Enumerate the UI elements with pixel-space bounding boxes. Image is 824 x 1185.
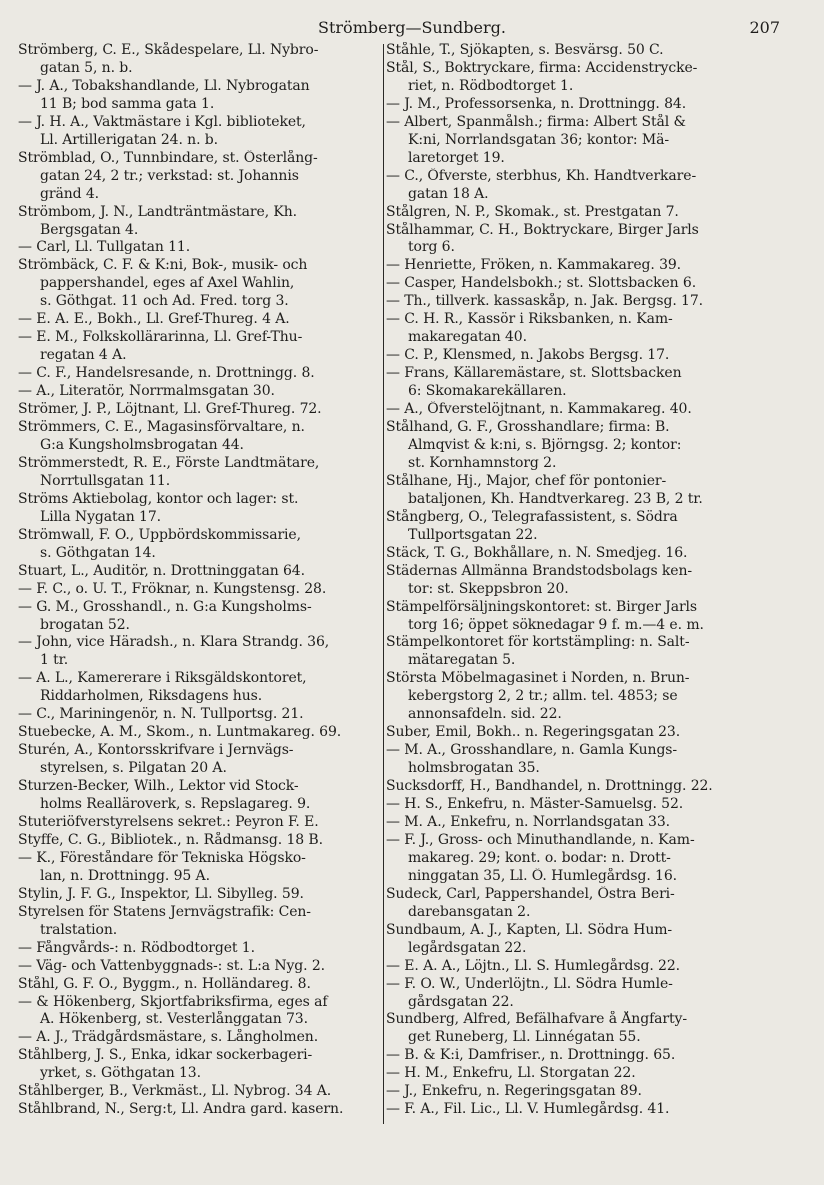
directory-entry-line: s. Göthgat. 11 och Ad. Fred. torg 3. <box>40 293 289 310</box>
directory-entry-line: 1 tr. <box>40 652 69 669</box>
directory-entry-line: Stål, S., Boktryckare, firma: Accidenstrycke- <box>386 59 698 76</box>
directory-entry-line: Strömbom, J. N., Landträntmästare, Kh. <box>18 203 298 220</box>
directory-entry-line: — A., Literatör, Norrmalmsgatan 30. <box>18 383 275 400</box>
page-number: 207 <box>749 18 780 37</box>
directory-entry-line: — & Hökenberg, Skjortfabriksfirma, eges af <box>18 993 328 1010</box>
directory-entry-line: holmsbrogatan 35. <box>408 760 540 777</box>
directory-entry-line: regatan 4 A. <box>40 347 127 364</box>
directory-entry-line: Styffe, C. G., Bibliotek., n. Rådmansg. 18 B. <box>18 831 323 848</box>
directory-entry-line: gatan 18 A. <box>408 185 489 202</box>
directory-entry-line: — B. & K:i, Damfriser., n. Drottningg. 65. <box>386 1047 676 1064</box>
directory-entry-line: — H. M., Enkefru, Ll. Storgatan 22. <box>386 1065 636 1082</box>
directory-entry-line: — Frans, Källaremästare, st. Slottsbacken <box>386 365 682 382</box>
directory-entry-line: makareg. 29; kont. o. bodar: n. Drott- <box>408 849 671 866</box>
directory-entry-line: Städernas Allmänna Brandstodsbolags ken- <box>386 562 693 579</box>
directory-entry-line: — Väg- och Vattenbyggnads-: st. L:a Nyg. 2. <box>18 957 326 974</box>
directory-entry-line: annonsafdeln. sid. 22. <box>408 706 562 723</box>
directory-entry-line: — G. M., Grosshandl., n. G:a Kungsholms- <box>18 598 312 615</box>
directory-entry-line: — A., Öfverstelöjtnant, n. Kammakareg. 40. <box>386 401 692 418</box>
directory-entry-line: 6: Skomakarekällaren. <box>408 383 567 400</box>
directory-entry-line: gatan 24, 2 tr.; verkstad: st. Johannis <box>40 167 299 184</box>
directory-entry-line: — A. J., Trädgårdsmästare, s. Långholmen. <box>18 1029 319 1046</box>
directory-entry-line: Stuteriöfverstyrelsens sekret.: Peyron F. E. <box>18 813 319 830</box>
directory-entry-line: mätaregatan 5. <box>408 652 516 669</box>
directory-entry-line: Stämpelförsäljningskontoret: st. Birger Jarls <box>386 598 697 615</box>
directory-entry-line: Största Möbelmagasinet i Norden, n. Brun- <box>386 670 690 687</box>
directory-entry-line: — E. M., Folkskollärarinna, Ll. Gref-Thu- <box>18 329 303 346</box>
directory-entry-line: — John, vice Häradsh., n. Klara Strandg. 36, <box>18 634 330 651</box>
left-column <box>18 42 386 1119</box>
directory-entry-line: Strömer, J. P., Löjtnant, Ll. Gref-Thureg. 72. <box>18 401 322 418</box>
directory-entry-line: Stålgren, N. P., Skomak., st. Prestgatan 7. <box>386 203 679 220</box>
directory-entry-line: — H. S., Enkefru, n. Mäster-Samuelsg. 52. <box>386 796 684 813</box>
directory-entry-line: Sundberg, Alfred, Befälhafvare å Ångfarty- <box>386 1011 687 1028</box>
directory-entry-line: pappershandel, eges af Axel Wahlin, <box>40 275 295 292</box>
directory-entry-line: — A. L., Kamererare i Riksgäldskontoret, <box>18 670 307 687</box>
directory-entry-line: torg 6. <box>408 239 455 256</box>
right-column <box>386 42 772 1119</box>
directory-entry-line: kebergstorg 2, 2 tr.; allm. tel. 4853; se <box>408 688 678 705</box>
directory-entry-line: get Runeberg, Ll. Linnégatan 55. <box>408 1029 641 1046</box>
directory-entry-line: Ströms Aktiebolag, kontor och lager: st. <box>18 490 299 507</box>
directory-entry-line: A. Hökenberg, st. Vesterlånggatan 73. <box>40 1011 308 1028</box>
directory-entry-line: Styrelsen för Statens Jernvägstrafik: Cen- <box>18 903 311 920</box>
directory-entry-line: 11 B; bod samma gata 1. <box>40 95 215 112</box>
directory-entry-line: — E. A. A., Löjtn., Ll. S. Humlegårdsg. 22. <box>386 957 681 974</box>
directory-entry-line: Strömwall, F. O., Uppbördskommissarie, <box>18 526 301 543</box>
directory-entry-line: Riddarholmen, Riksdagens hus. <box>40 688 263 705</box>
directory-entry-line: tralstation. <box>40 921 118 938</box>
directory-entry-line: Stäck, T. G., Bokhållare, n. N. Smedjeg. 16. <box>386 544 688 561</box>
directory-entry-line: Strömblad, O., Tunnbindare, st. Österlång- <box>18 149 318 166</box>
directory-entry-line: brogatan 52. <box>40 616 130 633</box>
directory-entry-line: st. Kornhamnstorg 2. <box>408 454 557 471</box>
directory-entry-line: — F. A., Fil. Lic., Ll. V. Humlegårdsg. 41. <box>386 1101 670 1118</box>
directory-entry-line: Sucksdorff, H., Bandhandel, n. Drottningg. 22. <box>386 778 713 795</box>
directory-entry-line: Ståhlberger, B., Verkmäst., Ll. Nybrog. 34 A. <box>18 1083 332 1100</box>
directory-entry-line: Ståhle, T., Sjökapten, s. Besvärsg. 50 C. <box>386 42 664 58</box>
directory-entry-line: Sudeck, Carl, Pappershandel, Östra Beri- <box>386 885 675 902</box>
directory-entry-line: laretorget 19. <box>408 149 505 166</box>
directory-entry-line: Almqvist & k:ni, s. Björngsg. 2; kontor: <box>408 436 682 453</box>
directory-entry-line: — Henriette, Fröken, n. Kammakareg. 39. <box>386 257 682 274</box>
directory-entry-line: — C., Öfverste, sterbhus, Kh. Handtverkare- <box>386 167 697 184</box>
directory-entry-line: K:ni, Norrlandsgatan 36; kontor: Mä- <box>408 131 670 148</box>
directory-entry-line: tor: st. Skeppsbron 20. <box>408 580 569 597</box>
directory-entry-line: Stångberg, O., Telegrafassistent, s. Södra <box>386 508 678 525</box>
directory-entry-line: Ll. Artillerigatan 24. n. b. <box>40 131 218 148</box>
directory-entry-line: holms Realläroverk, s. Repslagareg. 9. <box>40 796 311 813</box>
directory-entry-line: Strömmers, C. E., Magasinsförvaltare, n. <box>18 419 305 436</box>
directory-entry-line: Stålhammar, C. H., Boktryckare, Birger Jarls <box>386 221 699 238</box>
directory-entry-line: Strömmerstedt, R. E., Förste Landtmätare, <box>18 454 320 471</box>
directory-entry-line: — C., Mariningenör, n. N. Tullportsg. 21. <box>18 706 304 723</box>
directory-entry-line: riet, n. Rödbodtorget 1. <box>408 77 574 94</box>
directory-entry-line: Sundbaum, A. J., Kapten, Ll. Södra Hum- <box>386 921 673 938</box>
directory-entry-line: gatan 5, n. b. <box>40 59 133 76</box>
directory-entry-line: — J., Enkefru, n. Regeringsgatan 89. <box>386 1083 642 1100</box>
directory-entry-line: — Carl, Ll. Tullgatan 11. <box>18 239 191 256</box>
directory-entry-line: — Fångvårds-: n. Rödbodtorget 1. <box>18 939 255 956</box>
directory-entry-line: Sturén, A., Kontorsskrifvare i Jernvägs- <box>18 742 294 759</box>
directory-entry-line: makaregatan 40. <box>408 329 527 346</box>
directory-entry-line: bataljonen, Kh. Handtverkareg. 23 B, 2 tr. <box>408 490 703 507</box>
directory-entry-line: — M. A., Enkefru, n. Norrlandsgatan 33. <box>386 813 671 830</box>
directory-entry-line: Suber, Emil, Bokh.. n. Regeringsgatan 23. <box>386 724 681 741</box>
directory-entry-line: darebansgatan 2. <box>408 903 531 920</box>
directory-entry-line: Stylin, J. F. G., Inspektor, Ll. Sibylleg. 59. <box>18 885 304 902</box>
directory-entry-line: legårdsgatan 22. <box>408 939 527 956</box>
directory-entry-line: styrelsen, s. Pilgatan 20 A. <box>40 760 227 777</box>
directory-entry-line: — F. J., Gross- och Minuthandlande, n. Kam- <box>386 831 695 848</box>
directory-entry-line: — C. F., Handelsresande, n. Drottningg. 8. <box>18 365 315 382</box>
directory-entry-line: — F. C., o. U. T., Fröknar, n. Kungstensg. 28. <box>18 580 327 597</box>
directory-entry-line: gränd 4. <box>40 185 99 202</box>
directory-entry-line: Sturzen-Becker, Wilh., Lektor vid Stock- <box>18 778 299 795</box>
directory-entry-line: — K., Föreståndare för Tekniska Högsko- <box>18 849 306 866</box>
directory-entry-line: G:a Kungsholmsbrogatan 44. <box>40 436 244 453</box>
directory-entry-line: s. Göthgatan 14. <box>40 544 156 561</box>
directory-entry-line: — C. H. R., Kassör i Riksbanken, n. Kam- <box>386 311 673 328</box>
directory-entry-line: gårdsgatan 22. <box>408 993 514 1010</box>
directory-entry-line: Norrtullsgatan 11. <box>40 472 171 489</box>
directory-entry-line: — C. P., Klensmed, n. Jakobs Bergsg. 17. <box>386 347 670 364</box>
directory-entry-line: Stämpelkontoret för kortstämpling: n. Salt- <box>386 634 690 651</box>
directory-entry-line: torg 16; öppet söknedagar 9 f. m.—4 e. m. <box>408 616 704 633</box>
directory-entry-line: — J. M., Professorsenka, n. Drottningg. 84. <box>386 95 687 112</box>
directory-entry-line: Tullportsgatan 22. <box>408 526 538 543</box>
directory-entry-line: — J. A., Tobakshandlande, Ll. Nybrogatan <box>18 77 310 94</box>
directory-entry-line: — F. O. W., Underlöjtn., Ll. Södra Humle- <box>386 975 673 992</box>
directory-entry-line: — Th., tillverk. kassaskåp, n. Jak. Bergsg. 17. <box>386 293 704 310</box>
directory-entry-line: ninggatan 35, Ll. Ö. Humlegårdsg. 16. <box>408 867 678 884</box>
directory-entry-line: Ståhlbrand, N., Serg:t, Ll. Andra gard. kasern. <box>18 1101 344 1118</box>
directory-entry-line: — M. A., Grosshandlare, n. Gamla Kungs- <box>386 742 678 759</box>
directory-entry-line: — Albert, Spanmålsh.; firma: Albert Stål & <box>386 113 686 130</box>
directory-entry-line: Strömbäck, C. F. & K:ni, Bok-, musik- och <box>18 257 308 274</box>
directory-entry-line: Lilla Nygatan 17. <box>40 508 161 525</box>
directory-entry-line: Stuart, L., Auditör, n. Drottninggatan 64. <box>18 562 305 579</box>
directory-entry-line: Stuebecke, A. M., Skom., n. Luntmakareg. 69. <box>18 724 342 741</box>
directory-entry-line: — J. H. A., Vaktmästare i Kgl. biblioteket, <box>18 113 306 130</box>
directory-entry-line: Stålhane, Hj., Major, chef för pontonier- <box>386 472 667 489</box>
page-header <box>0 18 824 42</box>
directory-entry-line: yrket, s. Göthgatan 13. <box>40 1065 201 1082</box>
directory-entry-line: Bergsgatan 4. <box>40 221 139 238</box>
directory-entry-line: — E. A. E., Bokh., Ll. Gref-Thureg. 4 A. <box>18 311 290 328</box>
directory-entry-line: lan, n. Drottningg. 95 A. <box>40 867 210 884</box>
directory-entry-line: Ståhl, G. F. O., Byggm., n. Holländareg. 8. <box>18 975 311 992</box>
column-divider <box>383 44 384 1124</box>
directory-entry-line: — Casper, Handelsbokh.; st. Slottsbacken 6. <box>386 275 697 292</box>
directory-entry-line: Ståhlberg, J. S., Enka, idkar sockerbageri- <box>18 1047 313 1064</box>
directory-entry-line: Strömberg, C. E., Skådespelare, Ll. Nybro- <box>18 42 319 58</box>
directory-entry-line: Stålhand, G. F., Grosshandlare; firma: B. <box>386 419 670 436</box>
running-title: Strömberg—Sundberg. <box>318 18 506 37</box>
